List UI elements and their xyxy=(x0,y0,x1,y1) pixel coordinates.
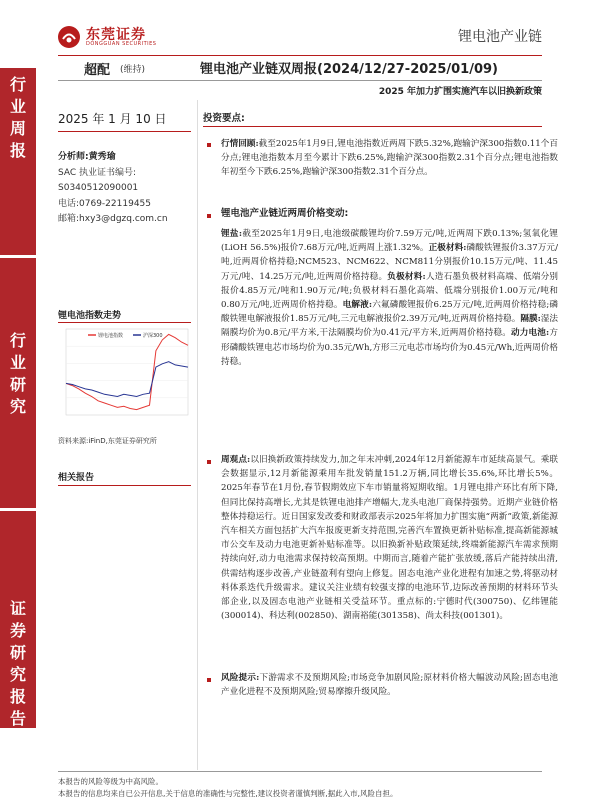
logo-icon xyxy=(58,26,80,48)
sidebar-block-weekly xyxy=(0,74,36,162)
risk-head: 风险提示: xyxy=(221,673,260,683)
lithium-salt-head: 锂盐: xyxy=(221,229,243,239)
section-tag: 锂电池产业链 xyxy=(458,29,542,45)
analyst-email: 邮箱:hxy3@dgzq.com.cn xyxy=(58,214,168,224)
legend-label: 沪深300 xyxy=(143,333,163,339)
bullet-icon xyxy=(207,460,211,464)
date-divider xyxy=(58,131,191,132)
analyst-name: 黄秀瑜 xyxy=(88,152,116,162)
logo-subtext: DONGGUAN SECURITIES xyxy=(86,41,157,47)
electrolyte-head: 电解液: xyxy=(342,300,373,311)
bullet-icon xyxy=(207,678,211,682)
footer-disclaimer: 本报告的信息均来自已公开信息,关于信息的准确性与完整性,建议投资者谨慎判断,据此入市,风险自担。 xyxy=(58,789,398,798)
cathode-text: 磷酸铁锂报价3.37万元/吨,近两周价格持稳;NCM523、NCM622、NCM811分别报价10.15万元/吨、11.45万元/吨、14.25万元/吨,近两周价格持稳。 xyxy=(221,243,559,282)
chart-series-line xyxy=(66,334,188,409)
sidebar-gap xyxy=(0,255,36,258)
sidebar xyxy=(0,68,36,728)
market-review-head: 行情回顾: xyxy=(221,139,259,149)
separator-head: 隔膜: xyxy=(520,314,541,325)
logo-text: 东莞证券 xyxy=(86,27,146,43)
analyst-label: 分析师: xyxy=(58,152,89,162)
power-battery-text: 方形磷酸铁锂电芯市场均价为0.35元/Wh,方形三元电芯市场均价为0.45元/Wh,近两周价格持稳。 xyxy=(221,328,558,367)
price-change-heading: 锂电池产业链近两周价格变动: xyxy=(221,208,349,219)
electrolyte-text: 六氟磷酸锂报价6.25万元/吨,近两周价格持稳;磷酸铁锂电解液报价1.85万元/吨,三元电解液报价2.39万元/吨,近两周价格持稳。 xyxy=(221,300,558,325)
analyst-info xyxy=(58,150,168,228)
separator-text: 湿法隔膜均价为0.8元/平方米,干法隔膜均价为0.41元/平方米,近两周价格持稳。 xyxy=(221,314,558,339)
cert-number: S0340512090001 xyxy=(58,183,139,193)
rating: 超配 xyxy=(84,63,111,78)
risk-warning xyxy=(221,671,558,699)
cathode-head: 正极材料: xyxy=(428,243,467,254)
sidebar-gap xyxy=(0,508,36,511)
price-changes xyxy=(221,227,558,369)
sidebar-block-securities xyxy=(0,598,36,730)
power-battery-head: 动力电池: xyxy=(511,328,550,339)
report-date: 2025 年 1 月 10 日 xyxy=(58,112,167,126)
footer-risk-level: 本报告的风险等级为中高风险。 xyxy=(58,777,163,786)
footer-divider xyxy=(58,771,542,772)
header-divider xyxy=(58,55,542,56)
related-divider xyxy=(58,485,191,486)
legend-label: 锂电池指数 xyxy=(98,333,124,339)
sidebar-label: 证券研究报告 xyxy=(9,599,26,728)
investment-title: 投资要点: xyxy=(203,113,245,124)
risk-text: 下游需求不及预期风险;市场竞争加剧风险;原材料价格大幅波动风险;固态电池产业化进程不及预期风险;贸易摩擦升级风险。 xyxy=(221,673,558,698)
investment-divider xyxy=(203,126,542,127)
market-review-text: 截至2025年1月9日,锂电池指数近两周下跌5.32%,跑输沪深300指数0.11个百分点;锂电池指数本月至今累计下跌6.25%,跑输沪深300指数2.31个百分点;锂电池指数年初至今下跌6.25%,跑输沪深300指数2.31个百分点。 xyxy=(221,139,558,178)
market-review xyxy=(221,137,558,180)
lithium-salt-text: 截至2025年1月9日,电池级碳酸锂均价7.59万元/吨,近两周下跌0.13%;氢氧化锂(LiOH 56.5%)报价7.68万元/吨,近两周上涨1.32%。 xyxy=(221,229,558,254)
report-title: 锂电池产业链双周报(2024/12/27-2025/01/09) xyxy=(200,62,498,77)
chart-series-line xyxy=(66,362,188,397)
sidebar-block-research xyxy=(0,330,36,418)
bullet-icon xyxy=(207,143,211,147)
rating-maintain: (维持) xyxy=(120,65,146,75)
anode-text: 人造石墨负极材料高端、低端分别报价4.85万元/吨和1.90万元/吨;负极材料石墨化高端、低端分别报价1.00万元/吨和0.80万元/吨,近两周价格持稳。 xyxy=(221,271,558,311)
sidebar-label: 行业周报 xyxy=(9,75,26,160)
weekly-view-head: 周观点: xyxy=(221,455,251,465)
report-subtitle: 2025 年加力扩围实施汽车以旧换新政策 xyxy=(378,87,542,97)
key-stocks: 宁德时代(300750)、亿纬锂能(300014)、科达利(002850)、湖南裕能(301358)、尚太科技(001301)。 xyxy=(221,597,558,622)
anode-head: 负极材料: xyxy=(387,271,426,282)
weekly-view xyxy=(221,453,558,623)
chart-divider xyxy=(58,322,191,323)
chart-source: 资料来源:iFinD,东莞证券研究所 xyxy=(58,437,157,445)
bullet-icon xyxy=(207,214,211,218)
sidebar-label: 行业研究 xyxy=(9,331,26,416)
index-chart xyxy=(58,325,191,425)
weekly-view-text: 以旧换新政策持续发力,加之年末冲刺,2024年12月新能源车市延续高景气。乘联会数据显示,12月新能源乘用车批发销量151.2万辆,同比增长35.6%,环比增长5%。2025年春节在1月份,春节假期效应下车市销量将短期收缩。1月锂电排产环比有所下降,但同比保持高增长,尤其是铁锂电池排产增幅大,龙头电池厂商保持强势。近期产业链价格整体持稳运行。近日国家发改委和财政部表示2025年将加力扩围实施“两新”政策,新能源汽车相关方面包括扩大汽车报废更新支持范围,完善汽车置换更新补贴标准,提高新能源城市公交车及动力电池更新补贴标准等。以旧换新补贴政策延续,终端新能源汽车需求预期持续向好,动力电池需求保持较高预期。中期而言,随着产能扩张放缓,落后产能持续出清,供需结构逐步改善,产业链盈利有望向上修复。固态电池产业化进程有加速之势,将驱动材料体系迭代升级需求。建议关注业绩有较强支撑的电池环节,边际改善预期的材料环节头部企业,以及固态电池产业链相关受益环节。重点标的: xyxy=(221,455,558,608)
column-separator xyxy=(197,100,198,770)
title-divider xyxy=(58,80,542,81)
analyst-phone: 电话:0769-22119455 xyxy=(58,198,151,209)
cert-label: SAC 执业证书编号: xyxy=(58,167,137,178)
related-reports-heading: 相关报告 xyxy=(58,473,95,483)
chart-title: 锂电池指数走势 xyxy=(58,311,122,321)
index-chart-svg xyxy=(58,325,191,425)
